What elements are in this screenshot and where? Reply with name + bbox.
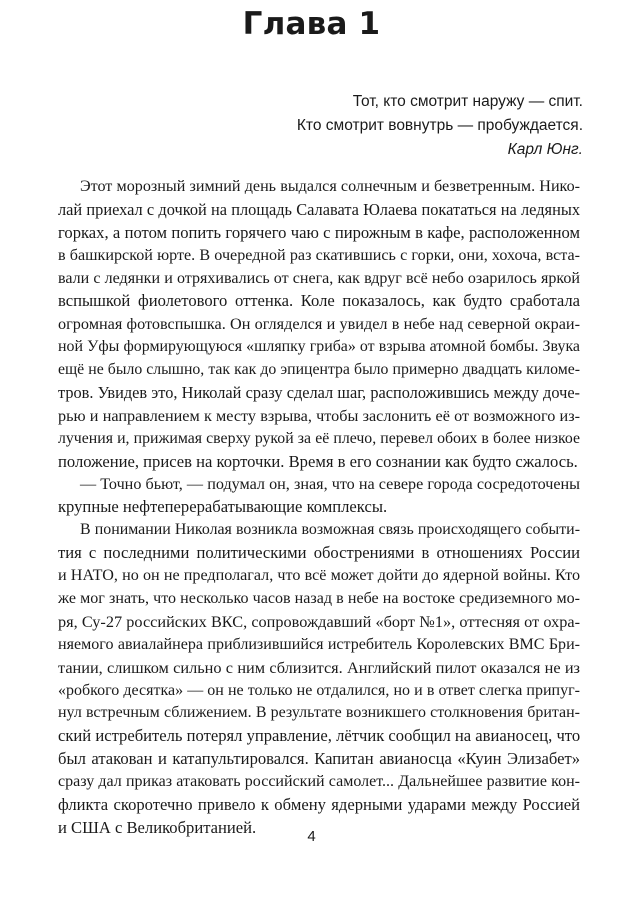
- epigraph: [297, 90, 583, 162]
- paragraph-line: сразу дал приказ атаковать российский самолет... Дальнейшее развитие кон-: [58, 773, 580, 791]
- paragraph-line: Этот морозный зимний день выдался солнечным и безветренным. Нико-: [80, 178, 580, 195]
- paragraph-line: ной Уфы формирующуюся «шляпку гриба» от взрыва атомной бомбы. Звука: [58, 338, 580, 356]
- paragraph-line: вспышкой фиолетового оттенка. Коле показалось, как будто сработала: [58, 291, 580, 311]
- page-number: 4: [307, 828, 316, 845]
- paragraph-line: В понимании Николая возникла возможная связь происходящего событи-: [80, 521, 580, 539]
- paragraph-line: положение, присев на корточки. Время в его сознании как будто сжалось.: [58, 451, 578, 471]
- paragraph-line: — Точно бьют, — подумал он, зная, что на севере города сосредоточены: [80, 475, 580, 493]
- chapter-title: Глава 1: [242, 6, 381, 42]
- paragraph-line: рью и направлением к месту взрыва, чтобы заслонить её от возможного из-: [58, 406, 580, 425]
- epigraph-line: Кто смотрит вовнутрь — пробуждается.: [296, 117, 583, 134]
- paragraph-line: тия с последними политическими обострениями в отношениях России: [58, 543, 580, 563]
- paragraph-line: и НАТО, но он не предполагал, что всё может дойти до ядерной войны. Кто: [58, 567, 580, 585]
- paragraph-line: ещё не было слышно, так как до эпицентра было примерно двадцать киломе-: [58, 361, 580, 379]
- paragraph-line: лай приехал с дочкой на площадь Салавата Юлаева покататься на ледяных: [58, 199, 580, 219]
- paragraph-line: ский истребитель потерял управление, лётчик сообщил на авианосец, что: [58, 726, 581, 746]
- paragraph-line: ря, Су-27 российских ВКС, сопровождавший «борт №1», оттесняя от охра-: [58, 612, 580, 631]
- paragraph-line: в башкирской юрте. В очередной раз скатившись с горки, они, хохоча, вста-: [58, 246, 580, 264]
- paragraph-line: няемого авиалайнера приблизившийся истребитель Королевских ВМС Бри-: [58, 635, 580, 653]
- paragraph-line: крупные нефтеперерабатывающие комплексы.: [58, 497, 388, 517]
- epigraph-line: Тот, кто смотрит наружу — спит.: [352, 93, 583, 110]
- chapter-body: [58, 176, 580, 840]
- paragraph-line: и США с Великобританией.: [58, 817, 257, 837]
- paragraph-line: лучения и, прижимая сверху рукой за её плечо, перевел обоих в более низкое: [58, 429, 580, 447]
- paragraph-line: горках, а потом попить горячего чаю с пирожным в кафе, расположенном: [58, 222, 580, 242]
- paragraph-line: нул встречным сближением. В результате возникшего столкновения британ-: [58, 704, 580, 722]
- paragraph-line: «робкого десятка» — он не только не отдалился, но и в ответ слегка припуг-: [58, 681, 580, 699]
- paragraph-line: фликта скоротечно привело к обмену ядерными ударами между Россией: [58, 795, 580, 815]
- paragraph-line: был атакован и катапультировался. Капитан авианосца «Куин Элизабет»: [58, 749, 580, 769]
- paragraph-line: тании, слишком сильно с ним сблизится. Английский пилот оказался не из: [58, 657, 580, 677]
- paragraph-line: тров. Увидев это, Николай сразу сделал шаг, расположившись между доче-: [58, 383, 580, 403]
- paragraph-line: вали с ледянки и отряхивались от снега, как вдруг всё небо озарилось яркой: [58, 269, 580, 287]
- paragraph-line: же мог знать, что несколько часов назад в небе на востоке средиземного мо-: [58, 590, 580, 608]
- epigraph-author: Карл Юнг.: [507, 141, 583, 158]
- paragraph-line: огромная фотовспышка. Он огляделся и увидел в небе над северной окраи-: [58, 315, 580, 334]
